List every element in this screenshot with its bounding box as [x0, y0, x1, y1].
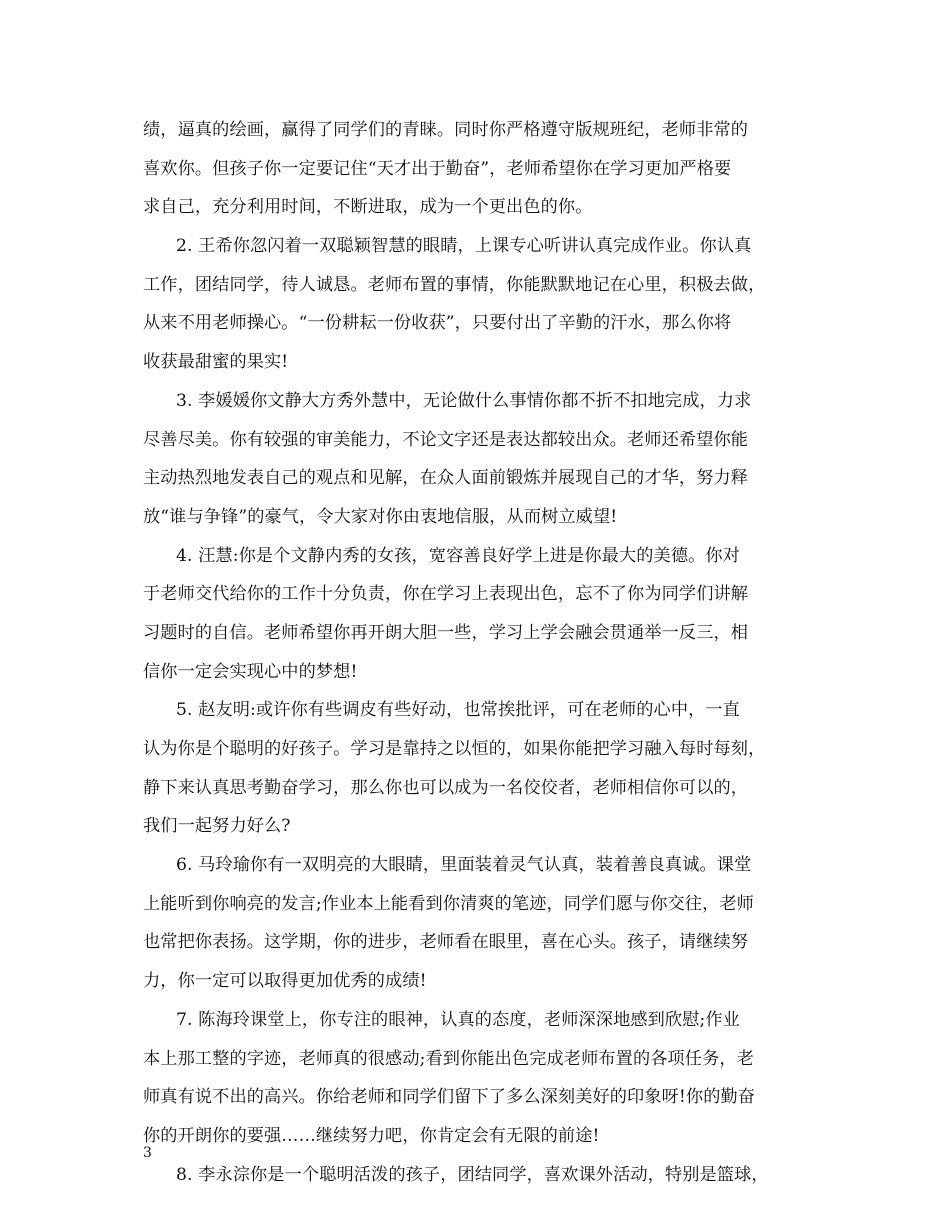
text-line: 放“谁与争锋”的豪气，令大家对你由衷地信服，从而树立威望! — [143, 506, 618, 527]
page-number: 3 — [143, 1145, 152, 1161]
paragraph-start-line: 4. 汪慧:你是个文静内秀的女孩，宽容善良好学上进是你最大的美德。你对 — [176, 545, 740, 566]
text-line: 绩，逼真的绘画，赢得了同学们的青睐。同时你严格遵守版规班纪，老师非常的 — [143, 120, 749, 140]
paragraph-start-line: 3. 李媛媛你文静大方秀外慧中，无论做什么事情你都不折不扣地完成，力求 — [176, 390, 752, 411]
paragraph-start-line: 2. 王希你忽闪着一双聪颖智慧的眼睛，上课专心听讲认真完成作业。你认真 — [176, 236, 752, 257]
text-line: 尽善尽美。你有较强的审美能力，不论文字还是表达都较出众。老师还希望你能 — [143, 429, 749, 450]
text-line: 你的开朗你的要强……继续努力吧，你肯定会有无限的前途! — [143, 1125, 600, 1146]
text-line: 主动热烈地发表自己的观点和见解，在众人面前锻炼并展现自己的才华，努力释 — [143, 468, 749, 489]
text-line: 信你一定会实现心中的梦想! — [143, 661, 358, 682]
document-body — [143, 111, 825, 1194]
paragraph-start-line: 8. 李永淙你是一个聪明活泼的孩子，团结同学，喜欢课外活动，特别是篮球， — [176, 1164, 769, 1185]
text-line: 喜欢你。但孩子你一定要记住“天才出于勤奋”，老师希望你在学习更加严格要 — [143, 158, 732, 179]
text-line: 于老师交代给你的工作十分负责，你在学习上表现出色，忘不了你为同学们讲解 — [143, 584, 749, 605]
text-line: 静下来认真思考勤奋学习，那么你也可以成为一名佼佼者，老师相信你可以的， — [143, 777, 749, 798]
text-line: 收获最甜蜜的果实! — [143, 352, 289, 373]
text-line: 也常把你表扬。这学期，你的进步，老师看在眼里，喜在心头。孩子，请继续努 — [143, 932, 749, 953]
text-line: 习题时的自信。老师希望你再开朗大胆一些，学习上学会融会贯通举一反三，相 — [143, 622, 749, 643]
text-line: 求自己，充分利用时间，不断进取，成为一个更出色的你。 — [143, 197, 593, 218]
paragraph-start-line: 5. 赵友明:或许你有些调皮有些好动，也常挨批评，可在老师的心中，一直 — [176, 700, 740, 721]
text-line: 认为你是个聪明的好孩子。学习是靠持之以恒的，如果你能把学习融入每时每刻， — [143, 739, 766, 759]
text-line: 力，你一定可以取得更加优秀的成绩! — [143, 971, 427, 992]
paragraph-start-line: 6. 马玲瑜你有一双明亮的大眼睛，里面装着灵气认真，装着善良真诚。课堂 — [176, 855, 752, 876]
text-line: 从来不用老师操心。“一份耕耘一份收获”，只要付出了辛勤的汗水，那么你将 — [143, 313, 732, 334]
text-line: 我们一起努力好么? — [143, 816, 291, 837]
text-line: 师真有说不出的高兴。你给老师和同学们留下了多么深刻美好的印象呀!你的勤奋 — [143, 1087, 756, 1108]
text-line: 本上那工整的字迹，老师真的很感动;看到你能出色完成老师布置的各项任务，老 — [143, 1048, 754, 1069]
paragraph-start-line: 7. 陈海玲课堂上，你专注的眼神，认真的态度，老师深深地感到欣慰;作业 — [176, 1009, 740, 1030]
text-line: 工作，团结同学，待人诚恳。老师布置的事情，你能默默地记在心里，积极去做， — [143, 274, 766, 295]
text-line: 上能听到你响亮的发言;作业本上能看到你清爽的笔迹，同学们愿与你交往，老师 — [143, 893, 754, 914]
